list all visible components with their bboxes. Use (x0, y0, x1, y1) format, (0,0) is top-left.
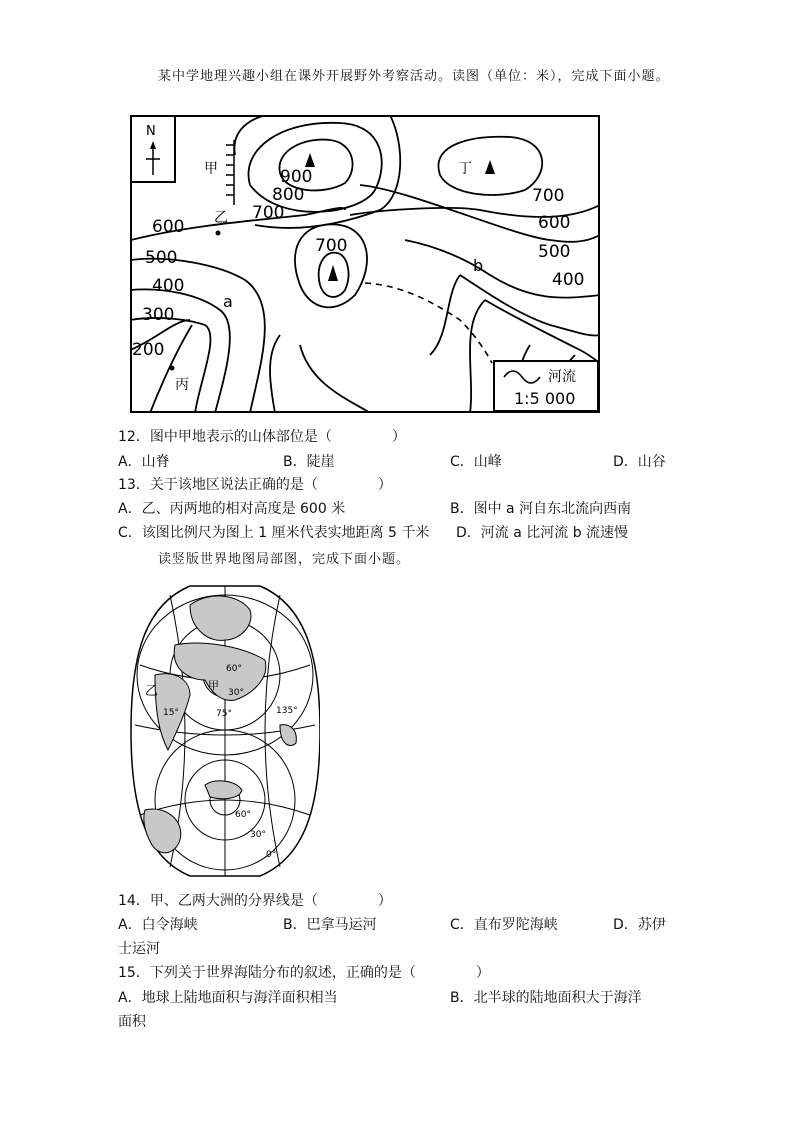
question-15: 15．下列关于世界海陆分布的叙述，正确的是（ ） (118, 965, 490, 981)
label-500-right: 500 (538, 242, 571, 262)
q14-option-b[interactable]: B．巴拿马运河 (283, 917, 377, 933)
label-900: 900 (280, 167, 313, 187)
legend-river: 河流 (548, 369, 576, 385)
label-700-right: 700 (532, 186, 565, 206)
deg-60n: 60° (226, 664, 242, 674)
q13-option-d[interactable]: D．河流 a 比河流 b 流速慢 (456, 525, 629, 541)
q14-option-d-cont: 士运河 (118, 941, 160, 957)
label-500-left: 500 (145, 248, 178, 268)
label-700-mid: 700 (315, 236, 348, 256)
legend-scale: 1:5 000 (514, 389, 576, 408)
question-12: 12．图中甲地表示的山体部位是（ ） (118, 429, 406, 445)
label-800: 800 (272, 185, 305, 205)
q12-option-b[interactable]: B．陡崖 (283, 454, 335, 470)
deg-75: 75° (216, 709, 232, 719)
q12-option-a[interactable]: A．山脊 (118, 454, 170, 470)
q12-option-c[interactable]: C．山峰 (450, 454, 502, 470)
q15-option-b[interactable]: B．北半球的陆地面积大于海洋 (450, 990, 642, 1006)
deg-30n: 30° (228, 688, 244, 698)
q15-option-a[interactable]: A．地球上陆地面积与海洋面积相当 (118, 990, 338, 1006)
point-yi (216, 231, 221, 236)
q14-option-a[interactable]: A．白令海峡 (118, 917, 198, 933)
deg-30s: 30° (250, 830, 266, 840)
label-700-left: 700 (252, 203, 285, 223)
label-jia: 甲 (204, 161, 218, 177)
q15-option-b-cont: 面积 (118, 1014, 146, 1030)
contour-map (130, 115, 600, 413)
label-ding: 丁 (458, 161, 472, 177)
label-600-right: 600 (538, 213, 571, 233)
label-yi: 乙 (214, 210, 228, 226)
q12-option-d[interactable]: D．山谷 (613, 454, 666, 470)
label-400-left: 400 (152, 276, 185, 296)
label-bing: 丙 (175, 377, 189, 393)
label-jia: 甲 (208, 679, 219, 692)
q13-option-a[interactable]: A．乙、丙两地的相对高度是 600 米 (118, 501, 346, 517)
label-200: 200 (132, 340, 165, 360)
world-map (130, 585, 320, 877)
label-river-b: b (473, 256, 484, 275)
q13-option-c[interactable]: C．该图比例尺为图上 1 厘米代表实地距离 5 千米 (118, 525, 430, 541)
label-300: 300 (142, 305, 175, 325)
q14-option-d[interactable]: D．苏伊 (613, 917, 666, 933)
deg-135: 135° (276, 706, 298, 716)
north-label: N (146, 124, 156, 139)
point-bing (170, 366, 175, 371)
label-river-a: a (223, 292, 233, 311)
deg-60s: 60° (235, 810, 251, 820)
q14-option-c[interactable]: C．直布罗陀海峡 (450, 917, 558, 933)
label-yi: 乙 (145, 684, 159, 699)
question-14: 14．甲、乙两大洲的分界线是（ ） (118, 893, 392, 909)
intro-text-2: 读竖版世界地图局部图，完成下面小题。 (158, 552, 411, 567)
label-400-right: 400 (552, 270, 585, 290)
intro-text-1: 某中学地理兴趣小组在课外开展野外考察活动。读图（单位：米），完成下面小题。 (158, 69, 670, 84)
label-600-left: 600 (152, 217, 185, 237)
deg-0: 0° (266, 850, 277, 860)
deg-15: 15° (163, 708, 179, 718)
q13-option-b[interactable]: B．图中 a 河自东北流向西南 (450, 501, 632, 517)
question-13: 13．关于该地区说法正确的是（ ） (118, 477, 392, 493)
